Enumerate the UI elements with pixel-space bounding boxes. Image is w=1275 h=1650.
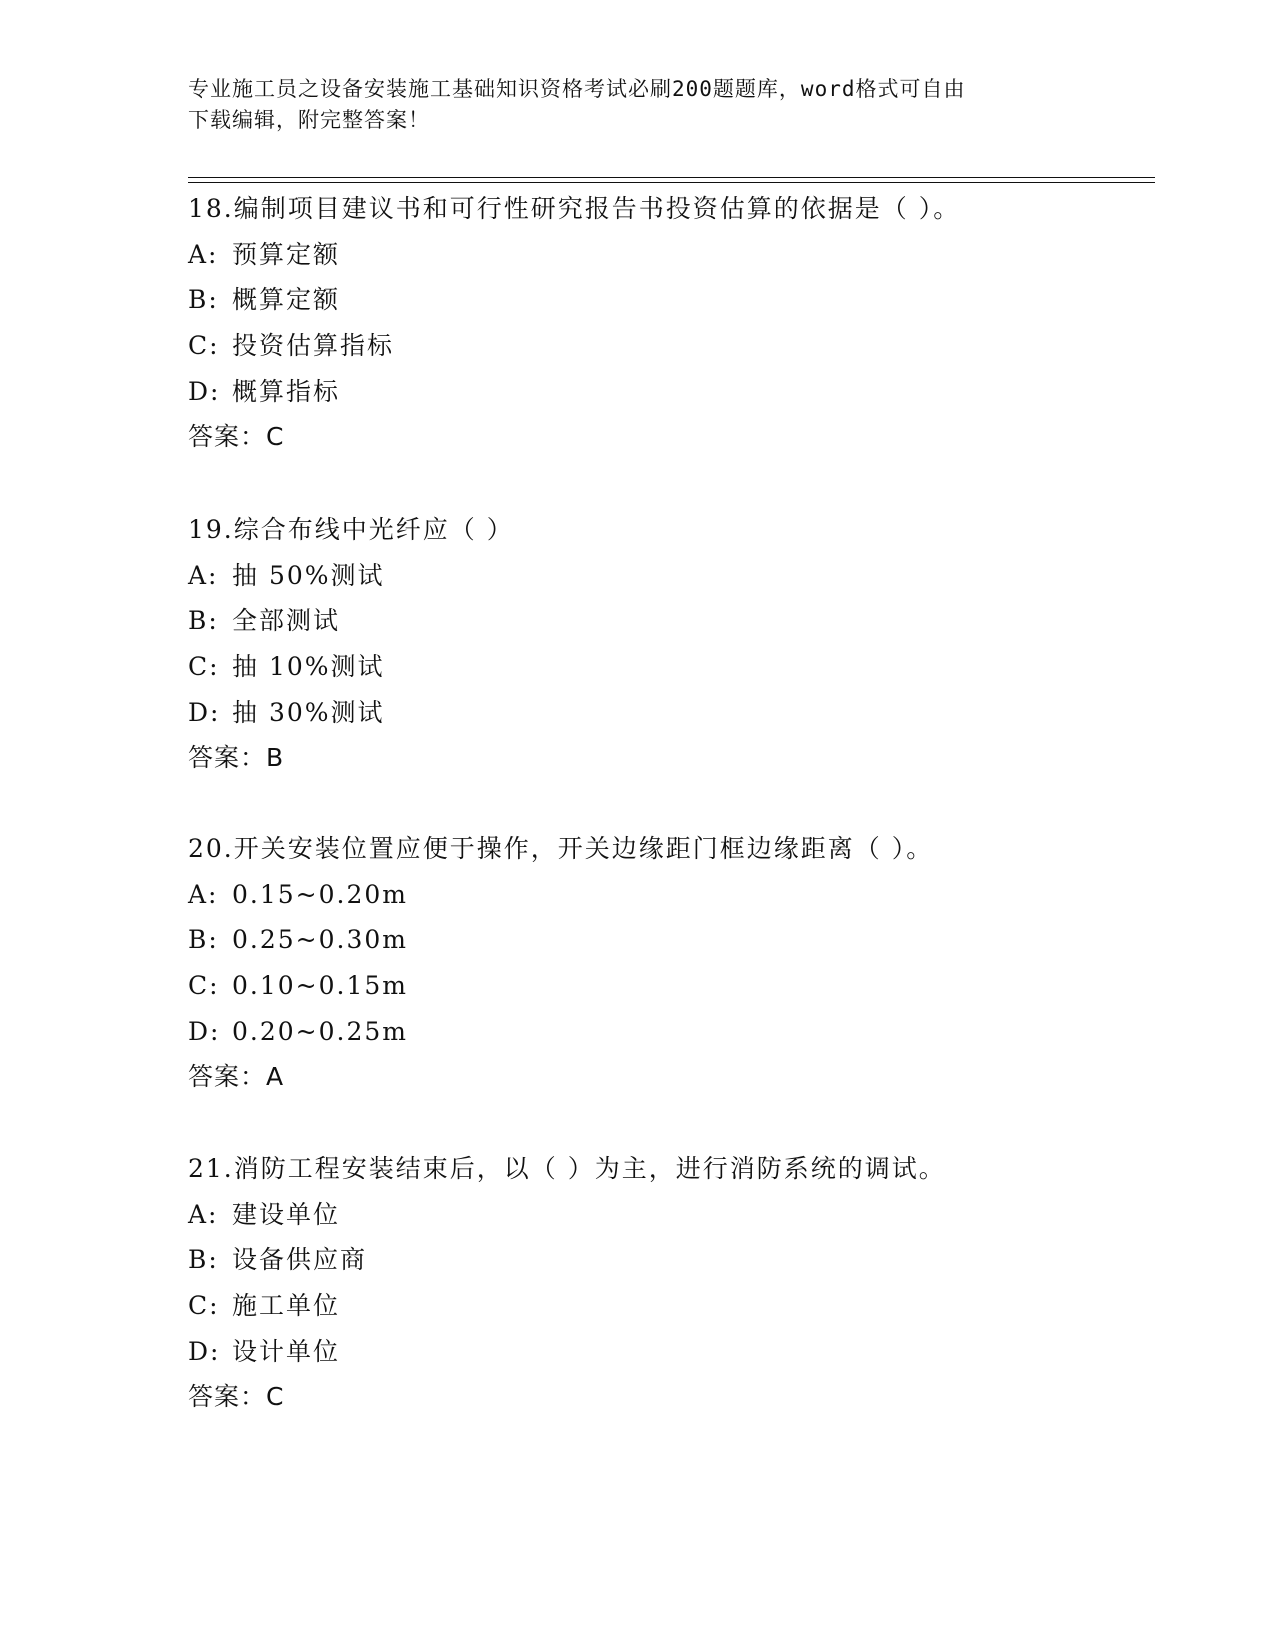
option-d (188, 690, 1148, 736)
option-b (188, 917, 1148, 963)
option-text: 设计单位 (232, 1336, 341, 1366)
option-letter: A: (188, 239, 219, 269)
answer-line: 答案：C (188, 422, 285, 452)
option-text: 全部测试 (232, 606, 341, 636)
question-21 (188, 1146, 1148, 1420)
option-text: 概算指标 (232, 376, 341, 406)
option-d (188, 1009, 1148, 1055)
option-a (188, 553, 1148, 599)
header-line-2: 下载编辑，附完整答案！ (188, 108, 430, 132)
option-a (188, 232, 1148, 278)
option-text: 投资估算指标 (232, 331, 395, 361)
option-letter: D: (188, 1336, 221, 1366)
option-letter: D: (188, 697, 221, 727)
option-text: 抽 50%测试 (232, 560, 385, 590)
question-19 (188, 507, 1148, 781)
option-letter: C: (188, 331, 220, 361)
option-text: 预算定额 (232, 239, 341, 269)
option-letter: D: (188, 1016, 221, 1046)
answer-line: 答案：B (188, 743, 285, 773)
option-text: 0.25~0.30m (232, 925, 408, 955)
option-text: 0.10~0.15m (232, 971, 408, 1001)
option-b (188, 598, 1148, 644)
option-letter: B: (188, 606, 219, 636)
option-text: 0.15~0.20m (232, 879, 408, 909)
option-letter: C: (188, 1291, 220, 1321)
option-text: 施工单位 (232, 1291, 341, 1321)
option-letter: A: (188, 560, 219, 590)
option-text: 设备供应商 (232, 1245, 368, 1275)
option-text: 建设单位 (232, 1199, 341, 1229)
option-text: 抽 30%测试 (232, 697, 385, 727)
option-text: 抽 10%测试 (232, 652, 385, 682)
header-line-1: 专业施工员之设备安装施工基础知识资格考试必刷200题题库，word格式可自由 (188, 77, 966, 101)
question-20 (188, 826, 1148, 1100)
question-stem: 21.消防工程安装结束后，以（ ）为主，进行消防系统的调试。 (188, 1154, 946, 1183)
option-letter: A: (188, 879, 219, 909)
option-text: 概算定额 (232, 285, 341, 315)
option-letter: A: (188, 1199, 219, 1229)
header-divider-bottom (188, 182, 1155, 183)
option-b (188, 277, 1148, 323)
option-c (188, 1283, 1148, 1329)
option-c (188, 323, 1148, 369)
document-header (188, 74, 1068, 136)
question-18 (188, 186, 1148, 460)
header-divider-top (188, 177, 1155, 178)
question-stem: 19.综合布线中光纤应（ ） (188, 515, 514, 544)
option-letter: B: (188, 1245, 219, 1275)
option-a (188, 1192, 1148, 1238)
question-stem: 18.编制项目建议书和可行性研究报告书投资估算的依据是（ ）。 (188, 194, 961, 223)
option-letter: B: (188, 925, 219, 955)
option-letter: C: (188, 652, 220, 682)
option-d (188, 1329, 1148, 1375)
question-stem: 20.开关安装位置应便于操作，开关边缘距门框边缘距离（ ）。 (188, 834, 934, 863)
option-letter: D: (188, 376, 221, 406)
option-c (188, 644, 1148, 690)
option-a (188, 872, 1148, 918)
option-b (188, 1237, 1148, 1283)
option-d (188, 369, 1148, 415)
answer-line: 答案：C (188, 1382, 285, 1412)
option-c (188, 963, 1148, 1009)
option-text: 0.20~0.25m (232, 1016, 408, 1046)
answer-line: 答案：A (188, 1062, 285, 1092)
option-letter: B: (188, 285, 219, 315)
option-letter: C: (188, 971, 220, 1001)
